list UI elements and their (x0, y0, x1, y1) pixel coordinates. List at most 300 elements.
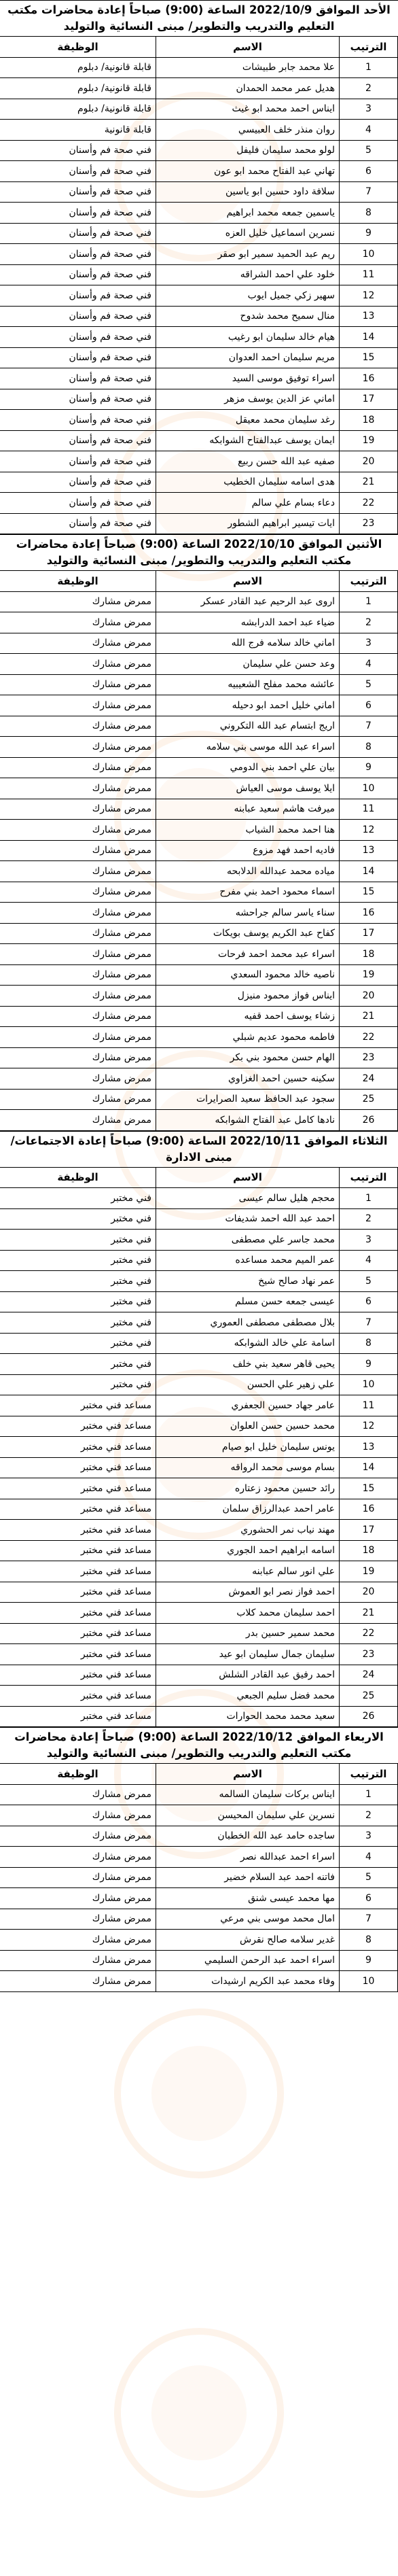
row-job: ممرض مشارك (0, 778, 156, 799)
row-index: 17 (340, 389, 398, 410)
row-name: بيان علي احمد بني الدومي (156, 757, 340, 778)
row-index: 26 (340, 1706, 398, 1727)
table-row (0, 1499, 398, 1520)
row-name: سلافة داود حسين ابو ياسين (156, 181, 340, 203)
row-name: اسراء احمد عبدالله نصر (156, 1847, 340, 1868)
row-index: 26 (340, 1110, 398, 1131)
row-index: 2 (340, 1805, 398, 1826)
table-row (0, 1478, 398, 1499)
row-index: 20 (340, 451, 398, 472)
row-name: مريم سليمان احمد العدوان (156, 347, 340, 368)
row-index: 4 (340, 654, 398, 675)
row-job: ممرض مشارك (0, 840, 156, 861)
row-job: مساعد فني مختبر (0, 1561, 156, 1582)
row-name: عيسى جمعه حسن مسلم (156, 1291, 340, 1312)
table-row (0, 674, 398, 695)
table-row (0, 1784, 398, 1805)
section-header: الاربعاء الموافق 2022/10/12 الساعة (9:00) صباحاً إعادة محاضرات مكتب التعليم والتدريب والتطوير/ مبنى النسائية والتوليد (0, 1727, 398, 1763)
row-name: اسامه ابراهيم احمد الجوري (156, 1540, 340, 1561)
row-name: مياده محمد عبدالله الدلابحه (156, 861, 340, 882)
row-name: اسماء محمود احمد بني مفرح (156, 882, 340, 903)
row-index: 16 (340, 368, 398, 389)
row-name: نادها كامل عبد الفتاح الشوابكه (156, 1110, 340, 1131)
row-job: فني صحة فم وأسنان (0, 264, 156, 285)
table-row (0, 389, 398, 410)
row-index: 9 (340, 1950, 398, 1971)
row-job: ممرض مشارك (0, 861, 156, 882)
header-name: الاسم (156, 37, 340, 58)
header-index: الترتيب (340, 571, 398, 592)
schedule-table (0, 36, 398, 534)
row-index: 9 (340, 1354, 398, 1375)
header-job: الوظيفة (0, 571, 156, 592)
row-job: فني مختبر (0, 1374, 156, 1395)
row-name: اماني عز الدين يوسف مزهر (156, 389, 340, 410)
row-index: 16 (340, 1499, 398, 1520)
schedule-section (0, 1727, 398, 1992)
header-index: الترتيب (340, 1764, 398, 1785)
row-job: فني صحة فم وأسنان (0, 493, 156, 514)
table-row (0, 1686, 398, 1707)
row-job: ممرض مشارك (0, 903, 156, 924)
row-index: 13 (340, 306, 398, 327)
row-index: 7 (340, 1312, 398, 1334)
row-index: 11 (340, 799, 398, 820)
table-row (0, 1047, 398, 1068)
row-name: بسام موسى محمد الرواقه (156, 1457, 340, 1478)
row-job: مساعد فني مختبر (0, 1686, 156, 1707)
table-row (0, 1395, 398, 1416)
table-row (0, 591, 398, 612)
row-name: عمر نهاد صالح شيخ (156, 1271, 340, 1292)
row-job: ممرض مشارك (0, 591, 156, 612)
row-index: 7 (340, 1909, 398, 1930)
row-name: امال محمد موسى بني مرعي (156, 1909, 340, 1930)
row-job: فني صحة فم وأسنان (0, 389, 156, 410)
table-row (0, 1971, 398, 1992)
schedule-table (0, 570, 398, 1131)
row-name: سليمان جمال سليمان ابو عيد (156, 1644, 340, 1665)
table-header-row (0, 37, 398, 58)
row-index: 19 (340, 1561, 398, 1582)
row-name: فاديه احمد فهد مزوع (156, 840, 340, 861)
row-job: ممرض مشارك (0, 1047, 156, 1068)
row-job: ممرض مشارك (0, 1930, 156, 1951)
header-job: الوظيفة (0, 1764, 156, 1785)
table-row (0, 654, 398, 675)
row-name: سناء ياسر سالم جراحشه (156, 903, 340, 924)
row-index: 5 (340, 1271, 398, 1292)
row-job: فني صحة فم وأسنان (0, 140, 156, 161)
table-row (0, 513, 398, 534)
row-name: خلود علي احمد الشراقه (156, 264, 340, 285)
table-row (0, 472, 398, 493)
row-index: 3 (340, 99, 398, 120)
row-job: فني صحة فم وأسنان (0, 285, 156, 307)
row-name: فاطمه محمود عديم شبلي (156, 1027, 340, 1048)
row-index: 20 (340, 986, 398, 1007)
row-job: فني صحة فم وأسنان (0, 327, 156, 348)
schedule-table (0, 1167, 398, 1728)
table-row (0, 1540, 398, 1561)
row-name: محمد حسين حسن العلوان (156, 1416, 340, 1437)
table-row (0, 923, 398, 944)
table-row (0, 737, 398, 758)
row-index: 15 (340, 347, 398, 368)
row-index: 23 (340, 1047, 398, 1068)
row-index: 11 (340, 264, 398, 285)
row-name: رائد حسين محمود زعتاره (156, 1478, 340, 1499)
row-name: اروى عبد الرحيم عبد القادر عسكر (156, 591, 340, 612)
table-row (0, 1520, 398, 1541)
row-index: 22 (340, 1623, 398, 1644)
row-name: ايمان يوسف عبدالفتاح الشوابكه (156, 430, 340, 451)
row-name: ميرفت هاشم سعيد عبابنه (156, 799, 340, 820)
row-index: 14 (340, 1457, 398, 1478)
row-name: كفاح عبد الكريم يوسف بويكات (156, 923, 340, 944)
row-job: ممرض مشارك (0, 1971, 156, 1992)
table-row (0, 1706, 398, 1727)
table-row (0, 1805, 398, 1826)
table-row (0, 347, 398, 368)
table-row (0, 840, 398, 861)
row-index: 18 (340, 1540, 398, 1561)
row-job: ممرض مشارك (0, 1847, 156, 1868)
row-name: عائشه محمد مفلح الشعيبيه (156, 674, 340, 695)
row-job: ممرض مشارك (0, 1089, 156, 1110)
row-name: ريم عبد الحميد سمير ابو صقر (156, 244, 340, 265)
row-name: يحيى قاهر سعيد بني خلف (156, 1354, 340, 1375)
row-job: ممرض مشارك (0, 612, 156, 633)
row-index: 11 (340, 1395, 398, 1416)
row-index: 23 (340, 513, 398, 534)
table-header-row (0, 571, 398, 592)
row-index: 14 (340, 861, 398, 882)
row-index: 18 (340, 410, 398, 431)
row-job: ممرض مشارك (0, 1805, 156, 1826)
table-row (0, 903, 398, 924)
table-row (0, 1110, 398, 1131)
header-job: الوظيفة (0, 1167, 156, 1188)
row-name: علي زهير علي الحسن (156, 1374, 340, 1395)
row-name: اماني خالد سلامه فرج الله (156, 633, 340, 654)
row-name: ايات تيسير ابراهيم الشطور (156, 513, 340, 534)
row-name: نسرين اسماعيل خليل العزه (156, 223, 340, 244)
table-row (0, 1333, 398, 1354)
table-row (0, 1867, 398, 1888)
row-name: اسامة علي خالد الشوابكه (156, 1333, 340, 1354)
table-row (0, 430, 398, 451)
row-job: فني مختبر (0, 1354, 156, 1375)
header-name: الاسم (156, 571, 340, 592)
table-header-row (0, 1167, 398, 1188)
header-index: الترتيب (340, 37, 398, 58)
row-index: 8 (340, 1930, 398, 1951)
table-row (0, 1603, 398, 1624)
row-index: 17 (340, 923, 398, 944)
row-index: 1 (340, 1188, 398, 1209)
row-job: ممرض مشارك (0, 674, 156, 695)
table-row (0, 986, 398, 1007)
row-name: احمد سليمان محمد كلاب (156, 1603, 340, 1624)
row-name: هنا احمد محمد الشياب (156, 820, 340, 841)
row-index: 10 (340, 778, 398, 799)
table-row (0, 410, 398, 431)
row-name: اماني خليل احمد ابو دحيله (156, 695, 340, 716)
table-row (0, 716, 398, 737)
row-job: ممرض مشارك (0, 799, 156, 820)
row-name: ضياء عبد احمد الدرابشه (156, 612, 340, 633)
table-row (0, 1826, 398, 1847)
row-job: فني مختبر (0, 1208, 156, 1230)
row-name: اسراء عبد الله موسى بني سلامه (156, 737, 340, 758)
row-name: احمد رفيق عبد القادر الشلش (156, 1665, 340, 1686)
table-row (0, 1582, 398, 1603)
row-name: تهاني عبد الفتاح محمد ابو عون (156, 161, 340, 182)
row-index: 24 (340, 1068, 398, 1090)
row-job: فني صحة فم وأسنان (0, 368, 156, 389)
table-row (0, 161, 398, 182)
row-index: 10 (340, 1374, 398, 1395)
row-job: ممرض مشارك (0, 882, 156, 903)
row-name: يونس سليمان خليل ابو صيام (156, 1437, 340, 1458)
table-row (0, 120, 398, 141)
table-row (0, 861, 398, 882)
row-job: فني صحة فم وأسنان (0, 181, 156, 203)
row-index: 21 (340, 1006, 398, 1027)
row-job: فني صحة فم وأسنان (0, 513, 156, 534)
schedule-section (0, 1131, 398, 1728)
row-index: 6 (340, 161, 398, 182)
row-name: زشاء يوسف احمد قفيه (156, 1006, 340, 1027)
table-row (0, 493, 398, 514)
row-name: فاتنه احمد عبد السلام خضير (156, 1867, 340, 1888)
table-row (0, 1950, 398, 1971)
row-index: 22 (340, 1027, 398, 1048)
table-row (0, 1623, 398, 1644)
row-name: سعيد محمد محمد الحوارات (156, 1706, 340, 1727)
table-row (0, 1457, 398, 1478)
row-index: 12 (340, 820, 398, 841)
row-name: ناصيه خالد محمود السعدي (156, 964, 340, 986)
row-name: محجم هليل سالم عيسى (156, 1188, 340, 1209)
row-name: سجود عبد الحافظ سعيد الصرايرات (156, 1089, 340, 1110)
row-index: 2 (340, 78, 398, 99)
row-job: قابلة قانونية/ دبلوم (0, 57, 156, 78)
section-header: الأحد الموافق 2022/10/9 الساعة (9:00) صباحاً إعادة محاضرات مكتب التعليم والتدريب والتطوير/ مبنى النسائية والتوليد (0, 0, 398, 36)
row-index: 14 (340, 327, 398, 348)
row-name: وفاء محمد عبد الكريم ارشيدات (156, 1971, 340, 1992)
row-index: 1 (340, 1784, 398, 1805)
table-row (0, 612, 398, 633)
row-name: الهام حسن محمود بني بكر (156, 1047, 340, 1068)
row-name: وعد حسن علي سليمان (156, 654, 340, 675)
table-row (0, 799, 398, 820)
row-job: ممرض مشارك (0, 716, 156, 737)
row-name: عمر الميم محمد مساعده (156, 1250, 340, 1271)
row-name: علي انور سالم عبابنه (156, 1561, 340, 1582)
row-index: 2 (340, 612, 398, 633)
table-row (0, 306, 398, 327)
row-index: 8 (340, 737, 398, 758)
row-index: 15 (340, 1478, 398, 1499)
row-job: ممرض مشارك (0, 1784, 156, 1805)
row-job: مساعد فني مختبر (0, 1478, 156, 1499)
row-job: فني صحة فم وأسنان (0, 410, 156, 431)
row-index: 3 (340, 1230, 398, 1251)
row-name: بلال مصطفى مصطفى العموري (156, 1312, 340, 1334)
row-job: ممرض مشارك (0, 923, 156, 944)
row-index: 21 (340, 1603, 398, 1624)
row-job: ممرض مشارك (0, 654, 156, 675)
row-job: ممرض مشارك (0, 1068, 156, 1090)
section-header: الثلاثاء الموافق 2022/10/11 الساعة (9:00) صباحاً إعادة الاجتماعات/ مبنى الادارة (0, 1131, 398, 1167)
row-index: 2 (340, 1208, 398, 1230)
row-name: ايناس احمد محمد ابو غيث (156, 99, 340, 120)
row-index: 5 (340, 1867, 398, 1888)
table-row (0, 882, 398, 903)
table-row (0, 203, 398, 224)
header-job: الوظيفة (0, 37, 156, 58)
row-job: فني صحة فم وأسنان (0, 244, 156, 265)
row-job: مساعد فني مختبر (0, 1540, 156, 1561)
table-row (0, 1561, 398, 1582)
row-index: 7 (340, 181, 398, 203)
table-row (0, 368, 398, 389)
table-row (0, 1188, 398, 1209)
table-row (0, 78, 398, 99)
row-name: نسرين علي سليمان المحيسن (156, 1805, 340, 1826)
row-index: 17 (340, 1520, 398, 1541)
row-index: 12 (340, 1416, 398, 1437)
table-row (0, 140, 398, 161)
table-row (0, 1354, 398, 1375)
row-index: 5 (340, 674, 398, 695)
row-job: مساعد فني مختبر (0, 1457, 156, 1478)
table-row (0, 1271, 398, 1292)
row-job: ممرض مشارك (0, 820, 156, 841)
table-row (0, 57, 398, 78)
row-name: عامر جهاد حسين الجعفري (156, 1395, 340, 1416)
table-row (0, 778, 398, 799)
schedule-table (0, 1763, 398, 1992)
row-index: 13 (340, 1437, 398, 1458)
header-name: الاسم (156, 1764, 340, 1785)
row-index: 13 (340, 840, 398, 861)
row-name: هيام خالد سليمان ابو رغيب (156, 327, 340, 348)
table-row (0, 820, 398, 841)
row-index: 3 (340, 633, 398, 654)
table-row (0, 99, 398, 120)
row-job: فني صحة فم وأسنان (0, 223, 156, 244)
row-job: فني صحة فم وأسنان (0, 472, 156, 493)
row-job: مساعد فني مختبر (0, 1416, 156, 1437)
table-row (0, 1416, 398, 1437)
table-row (0, 1291, 398, 1312)
table-row (0, 1230, 398, 1251)
row-index: 12 (340, 285, 398, 307)
row-index: 16 (340, 903, 398, 924)
table-row (0, 1312, 398, 1334)
table-header-row (0, 1764, 398, 1785)
row-job: فني صحة فم وأسنان (0, 347, 156, 368)
row-name: احمد عبد الله احمد شديفات (156, 1208, 340, 1230)
table-row (0, 1089, 398, 1110)
row-index: 6 (340, 1291, 398, 1312)
table-row (0, 1006, 398, 1027)
row-name: اسراء عبد محمد احمد فرحات (156, 944, 340, 965)
row-job: فني مختبر (0, 1291, 156, 1312)
row-job: مساعد فني مختبر (0, 1437, 156, 1458)
table-row (0, 1888, 398, 1909)
row-job: ممرض مشارك (0, 1867, 156, 1888)
row-name: ايناس فواز محمود منيزل (156, 986, 340, 1007)
row-index: 1 (340, 591, 398, 612)
table-row (0, 1665, 398, 1686)
row-name: هديل عمر محمد الحمدان (156, 78, 340, 99)
row-name: صفيه عبد الله حسن ربيع (156, 451, 340, 472)
header-index: الترتيب (340, 1167, 398, 1188)
row-index: 20 (340, 1582, 398, 1603)
schedule-section (0, 534, 398, 1131)
row-index: 25 (340, 1686, 398, 1707)
row-index: 8 (340, 1333, 398, 1354)
row-job: فني صحة فم وأسنان (0, 306, 156, 327)
row-name: اريج ابتسام عبد الله التكروني (156, 716, 340, 737)
row-index: 19 (340, 430, 398, 451)
row-job: ممرض مشارك (0, 1006, 156, 1027)
row-job: ممرض مشارك (0, 1110, 156, 1131)
row-index: 1 (340, 57, 398, 78)
row-index: 21 (340, 472, 398, 493)
row-job: ممرض مشارك (0, 737, 156, 758)
row-job: ممرض مشارك (0, 695, 156, 716)
table-row (0, 757, 398, 778)
row-name: روان منذر خلف العبيسي (156, 120, 340, 141)
row-job: ممرض مشارك (0, 1027, 156, 1048)
row-name: اسراء توفيق موسى السيد (156, 368, 340, 389)
row-index: 4 (340, 1847, 398, 1868)
row-job: مساعد فني مختبر (0, 1395, 156, 1416)
row-name: عامر احمد عبدالرزاق سلمان (156, 1499, 340, 1520)
table-row (0, 181, 398, 203)
row-index: 4 (340, 120, 398, 141)
row-job: فني صحة فم وأسنان (0, 451, 156, 472)
row-index: 9 (340, 757, 398, 778)
row-job: ممرض مشارك (0, 1950, 156, 1971)
row-job: ممرض مشارك (0, 757, 156, 778)
table-row (0, 244, 398, 265)
row-job: فني صحة فم وأسنان (0, 203, 156, 224)
row-job: فني مختبر (0, 1230, 156, 1251)
table-row (0, 264, 398, 285)
row-name: مها محمد عيسى شنق (156, 1888, 340, 1909)
row-name: ايلا يوسف موسى العياش (156, 778, 340, 799)
schedule-section (0, 0, 398, 534)
row-job: مساعد فني مختبر (0, 1644, 156, 1665)
row-name: محمد جاسر علي مصطفى (156, 1230, 340, 1251)
row-index: 6 (340, 695, 398, 716)
row-name: دعاء بسام علي سالم (156, 493, 340, 514)
row-job: ممرض مشارك (0, 964, 156, 986)
row-job: فني مختبر (0, 1250, 156, 1271)
table-row (0, 1068, 398, 1090)
table-row (0, 944, 398, 965)
row-name: ايناس بركات سليمان السالمه (156, 1784, 340, 1805)
table-row (0, 1250, 398, 1271)
table-row (0, 1847, 398, 1868)
row-name: محمد فضل سليم الجبعي (156, 1686, 340, 1707)
